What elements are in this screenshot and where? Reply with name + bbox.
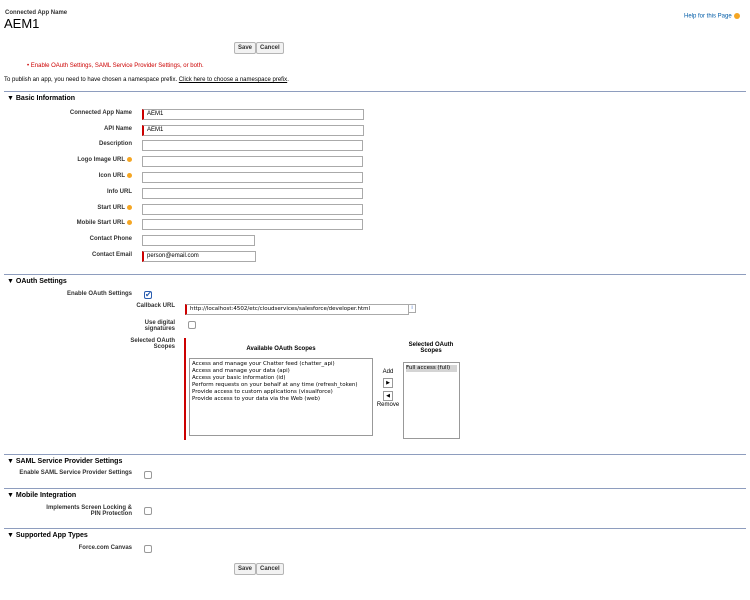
field-label-text: Contact Email (91, 252, 132, 258)
selected-scopes-title: Selected OAuth Scopes (408, 342, 454, 354)
field-label-text: Contact Phone (89, 236, 132, 242)
error-message: • Enable OAuth Settings, SAML Service Provider Settings, or both. (27, 63, 204, 69)
scope-option[interactable]: Full access (full) (406, 365, 457, 372)
field-label (0, 189, 132, 195)
field-label (0, 205, 132, 211)
field-input[interactable] (142, 235, 255, 246)
field-input[interactable] (142, 156, 363, 167)
field-label (0, 236, 132, 242)
save-button-bottom[interactable]: Save (234, 563, 256, 575)
field-input[interactable]: AEM1 (142, 125, 364, 136)
page-subtitle: Connected App Name (5, 10, 68, 16)
canvas-checkbox[interactable] (144, 545, 152, 553)
section-title: Supported App Types (15, 532, 88, 539)
field-input[interactable]: AEM1 (142, 109, 364, 120)
field-input[interactable] (142, 219, 363, 230)
digital-signatures-checkbox[interactable] (188, 321, 196, 329)
field-label-text: Icon URL (98, 173, 125, 180)
remove-arrow-button[interactable]: ◀ (383, 391, 393, 401)
help-icon[interactable] (127, 205, 132, 210)
field-label (0, 252, 132, 258)
enable-oauth-checkbox[interactable]: ✔ (145, 290, 152, 299)
help-icon[interactable] (127, 173, 132, 178)
divider (4, 488, 746, 489)
callback-url-label: Callback URL (136, 303, 175, 309)
section-title: Basic Information (15, 95, 75, 102)
canvas-label: Force.com Canvas (78, 545, 132, 551)
available-scopes-list[interactable] (189, 358, 373, 436)
field-label (0, 141, 132, 147)
section-basic-information[interactable]: ▼ Basic Information (7, 95, 75, 102)
help-link[interactable] (684, 13, 740, 20)
help-icon[interactable] (127, 157, 132, 162)
field-input[interactable] (142, 172, 363, 183)
save-button-top[interactable]: Save (234, 42, 256, 54)
field-label (0, 173, 132, 179)
field-input[interactable] (142, 188, 363, 199)
divider (4, 274, 746, 275)
add-arrow-button[interactable]: ▶ (383, 378, 393, 388)
info-icon[interactable]: i (408, 304, 416, 313)
page-title: AEM1 (4, 16, 40, 31)
namespace-link[interactable]: Click here to choose a namespace prefix (178, 77, 288, 83)
screen-locking-label: Implements Screen Locking & PIN Protection (46, 505, 132, 517)
cancel-button-top[interactable]: Cancel (256, 42, 284, 54)
error-text: Enable OAuth Settings, SAML Service Provider Settings, or both. (30, 63, 204, 69)
required-marker (184, 338, 186, 440)
field-label-text: API Name (103, 126, 132, 132)
help-icon (734, 13, 740, 19)
field-input[interactable] (142, 140, 363, 151)
field-label-text: Connected App Name (69, 110, 132, 116)
help-icon[interactable] (127, 220, 132, 225)
field-label (0, 126, 132, 132)
field-input[interactable] (142, 204, 363, 215)
digital-signatures-label: Use digital signatures (144, 320, 175, 332)
scope-option[interactable]: Access and manage your data (api) (192, 368, 290, 374)
section-title: OAuth Settings (15, 278, 67, 285)
scopes-label: Selected OAuth Scopes (130, 338, 175, 350)
namespace-notice: To publish an app, you need to have chosen a namespace prefix. Click here to choose a namespace prefix. (4, 77, 289, 83)
add-label: Add (382, 369, 394, 375)
section-mobile-integration[interactable]: ▼ Mobile Integration (7, 492, 77, 499)
divider (4, 91, 746, 92)
namespace-text: To publish an app, you need to have chosen a namespace prefix. (4, 77, 178, 83)
field-label-text: Info URL (107, 189, 132, 195)
selected-scopes-list[interactable] (403, 362, 460, 439)
available-scopes-title: Available OAuth Scopes (246, 346, 316, 352)
field-label (0, 157, 132, 163)
section-oauth-settings[interactable]: ▼ OAuth Settings (7, 278, 67, 285)
section-title: Mobile Integration (15, 492, 77, 499)
field-label-text: Mobile Start URL (76, 220, 125, 227)
enable-saml-label: Enable SAML Service Provider Settings (19, 470, 132, 476)
field-label (0, 110, 132, 116)
remove-label: Remove (376, 402, 400, 408)
enable-oauth-label: Enable OAuth Settings (66, 291, 132, 297)
scope-option[interactable]: Provide access to custom applications (visualforce) (192, 389, 333, 395)
scope-option[interactable]: Access your basic information (id) (192, 375, 286, 381)
section-saml-settings[interactable]: ▼ SAML Service Provider Settings (7, 458, 123, 465)
field-input[interactable]: person@email.com (142, 251, 256, 262)
section-supported-app-types[interactable]: ▼ Supported App Types (7, 532, 88, 539)
field-label-text: Description (98, 141, 132, 147)
field-label-text: Logo Image URL (77, 157, 125, 164)
enable-saml-checkbox[interactable] (144, 471, 152, 479)
field-label (0, 220, 132, 226)
cancel-button-bottom[interactable]: Cancel (256, 563, 284, 575)
scope-option[interactable]: Perform requests on your behalf at any time (refresh_token) (192, 382, 358, 388)
scope-option[interactable]: Access and manage your Chatter feed (chatter_api) (192, 361, 335, 367)
field-label-text: Start URL (97, 205, 125, 212)
divider (4, 454, 746, 455)
divider (4, 528, 746, 529)
help-link-text: Help for this Page (684, 13, 732, 20)
callback-url-input[interactable]: http://localhost:4502/etc/cloudservices/salesforce/developer.html (185, 304, 409, 315)
screen-locking-checkbox[interactable] (144, 507, 152, 515)
scope-option[interactable]: Provide access to your data via the Web (web) (192, 396, 321, 402)
section-title: SAML Service Provider Settings (15, 458, 123, 465)
